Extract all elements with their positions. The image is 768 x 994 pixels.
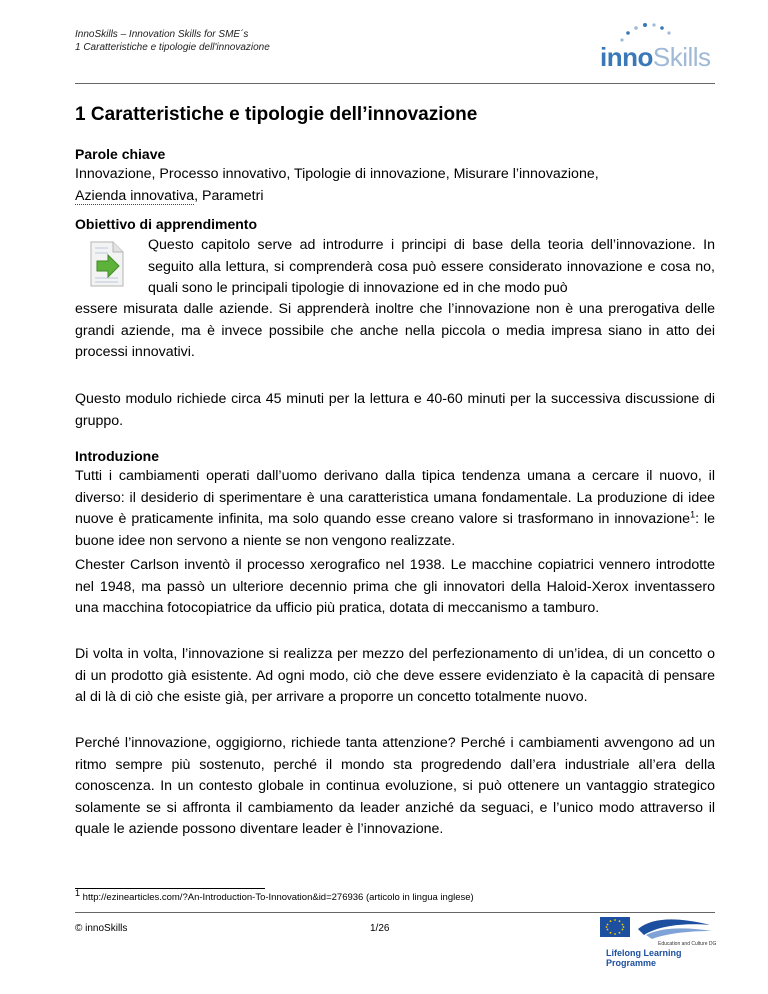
time-note: Questo modulo richiede circa 45 minuti per la lettura e 40-60 minuti per la successiva discussione di gruppo. xyxy=(75,391,715,429)
footnote-link[interactable]: http://ezinearticles.com/?An-Introduction-To-Innovation&id=276936 (articolo in lingua inglese) xyxy=(82,892,474,903)
footnote-divider xyxy=(75,888,265,889)
footer-copyright: © innoSkills xyxy=(75,923,128,934)
eu-caption: Education and Culture DG xyxy=(658,941,717,947)
logo-stars-icon xyxy=(600,20,710,44)
objective-heading: Obiettivo di apprendimento xyxy=(75,216,258,232)
footnote-ref[interactable]: 1 xyxy=(690,509,696,520)
keyword-link: Azienda innovativa xyxy=(75,187,195,204)
objective-text: essere misurata dalle aziende. Si apprenderà inoltre che l’innovazione non è una prerogativa delle grandi aziende, ma è invece possibile che anche nella piccola o media impresa siano in atto dei processi innovativi. xyxy=(75,301,715,360)
objective-text-indented: Questo capitolo serve ad introdurre i principi di base della teoria dell’innovazione. In seguito alla lettura, si comprenderà cosa può essere considerato innovazione e cosa no, quali sono le principali tipologie di innovazione ed in che modo può xyxy=(148,237,715,296)
header-line-2: 1 Caratteristiche e tipologie dell'innovazione xyxy=(75,42,270,53)
eu-logos xyxy=(598,915,718,968)
footer-divider xyxy=(75,912,715,913)
llp-caption: Lifelong Learning Programme xyxy=(606,948,682,968)
header-line-1: InnoSkills – Innovation Skills for SME´s xyxy=(75,29,249,40)
page-header xyxy=(75,28,270,54)
page-title: 1 Caratteristiche e tipologie dell’innovazione xyxy=(75,104,478,125)
intro-paragraph-3: Di volta in volta, l’innovazione si realizza per mezzo del perfezionamento di un’idea, di un concetto o di un prodotto già esistente. Ad ogni modo, ciò che deve essere evidenziato è la capacità di pensare al di là di ciò che esiste già, per arrivare a proporre un concetto totalmente nuovo. xyxy=(75,646,715,705)
document-arrow-icon xyxy=(88,240,126,288)
footnote: $^1$ http://ezinearticles.com/?An-Introduction-To-Innovation&id=276936 (articolo in lingua inglese) xyxy=(75,887,474,903)
intro-paragraph-2: Chester Carlson inventò il processo xerografico nel 1938. Le macchine copiatrici vennero introdotte nel 1948, ma passò un ulteriore decennio prima che gli innovatori della Haloid-Xerox inventassero una macchina fotocopiatrice da ufficio più pratica, dotata di meccanismo a tamburo. xyxy=(75,557,715,616)
keywords-text: Innovazione, Processo innovativo, Tipologie di innovazione, Misurare l’innovazione, Azienda innovativa, Parametri xyxy=(75,166,599,204)
logo-wordmark: innoSkills xyxy=(600,42,711,72)
keywords-heading: Parole chiave xyxy=(75,146,166,162)
header-divider xyxy=(75,83,715,84)
intro-heading: Introduzione xyxy=(75,448,159,464)
intro-paragraph-4: Perché l’innovazione, oggigiorno, richiede tanta attenzione? Perché i cambiamenti avvengono ad un ritmo sempre più sostenuto, perché il mondo sta progredendo dall’era industriale all’era della conoscenza. In un contesto globale in continua evoluzione, si può ottenere un vantaggio strategico solamente se si affronta il cambiamento da leader anziché da seguaci, e l’unico modo attraverso il quale le aziende possono diventare leader è l’innovazione. xyxy=(75,735,715,837)
innoskills-logo xyxy=(600,20,710,80)
intro-paragraph-1: Tutti i cambiamenti operati dall’uomo derivano dalla tipica tendenza umana a cercare il nuovo, il diverso: il desiderio di sperimentare è una caratteristica umana fondamentale. La produzione di idee nuove è praticamente infinita, ma solo quando esse creano valore si trasformano in innovazione$^1$: le buone idee non servono a niente se non vengono realizzate. xyxy=(75,468,715,549)
page-number: 1/26 xyxy=(370,923,390,934)
